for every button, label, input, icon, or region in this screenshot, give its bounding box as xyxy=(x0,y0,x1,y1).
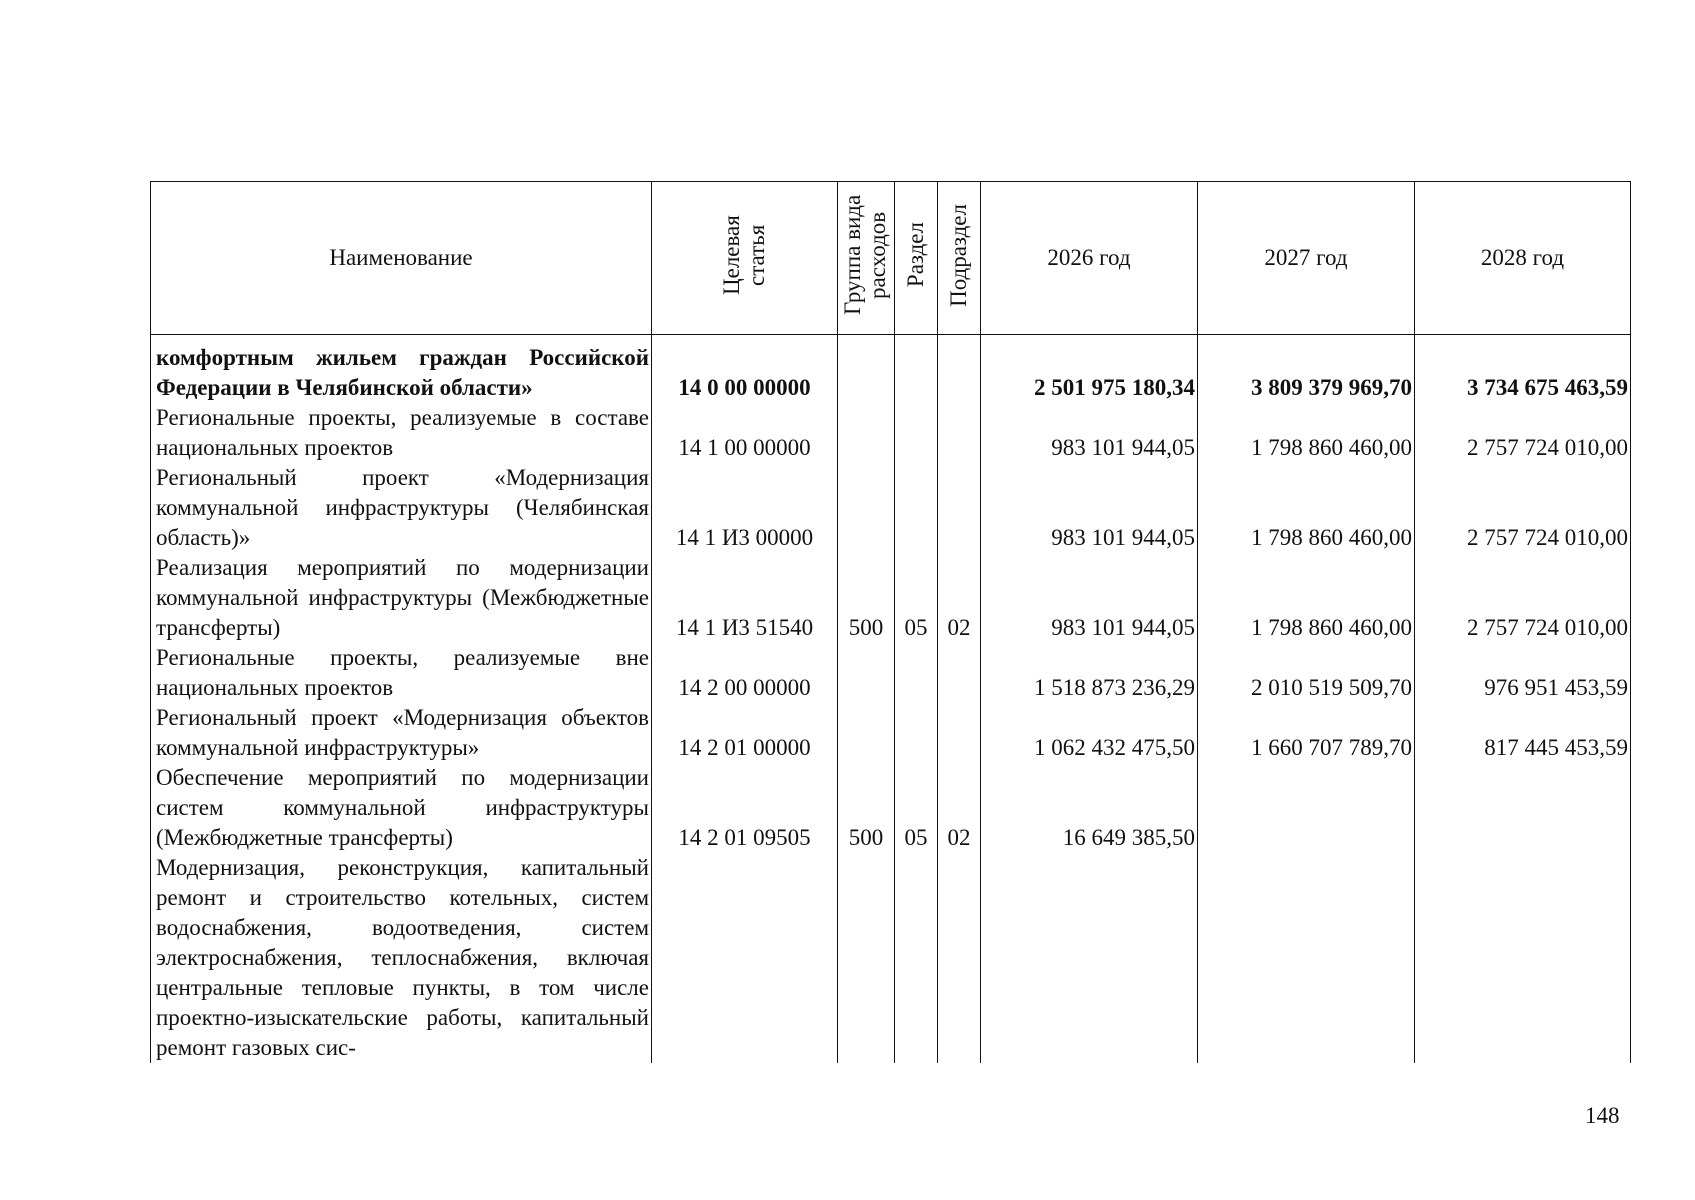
row-year-2027: 1 798 860 460,00 xyxy=(1198,553,1415,643)
row-name: Региональные проекты, реализуемые вне национальных проектов xyxy=(151,643,652,703)
table-body xyxy=(151,335,1631,1064)
row-year-2026: 1 062 432 475,50 xyxy=(981,703,1198,763)
table-row xyxy=(151,763,1631,853)
row-expense-group xyxy=(838,643,895,703)
row-subsection xyxy=(938,463,981,553)
header-year-2027: 2027 год xyxy=(1198,182,1415,335)
table-row xyxy=(151,343,1631,403)
row-expense-group xyxy=(838,343,895,403)
row-section xyxy=(895,643,938,703)
row-subsection xyxy=(938,403,981,463)
row-expense-group: 500 xyxy=(838,763,895,853)
table-row-spacer xyxy=(151,335,1631,344)
row-section: 05 xyxy=(895,553,938,643)
row-section xyxy=(895,343,938,403)
row-year-2028 xyxy=(1415,763,1631,853)
row-target-item: 14 1 00 00000 xyxy=(652,403,838,463)
row-section xyxy=(895,703,938,763)
row-target-item: 14 0 00 00000 xyxy=(652,343,838,403)
row-year-2028: 817 445 453,59 xyxy=(1415,703,1631,763)
header-name: Наименование xyxy=(151,182,652,335)
row-year-2027: 2 010 519 509,70 xyxy=(1198,643,1415,703)
row-name: Реализация мероприятий по модернизации коммунальной инфраструктуры (Межбюджетные трансферты) xyxy=(151,553,652,643)
row-name: Региональный проект «Модернизация объектов коммунальной инфраструктуры» xyxy=(151,703,652,763)
table-row xyxy=(151,553,1631,643)
row-year-2028: 976 951 453,59 xyxy=(1415,643,1631,703)
row-expense-group xyxy=(838,703,895,763)
row-year-2027: 1 798 860 460,00 xyxy=(1198,403,1415,463)
header-subsection: Подраздел xyxy=(938,182,981,335)
table-row xyxy=(151,463,1631,553)
row-name: Модернизация, реконструкция, капитальный ремонт и строительство котельных, систем водоснабжения, водоотведения, систем электроснабжения, теплоснабжения, включая центральные тепловые пункты, в том числе проектно-изыскательские работы, капитальный ремонт газовых сис- xyxy=(151,853,652,1063)
table-row xyxy=(151,403,1631,463)
row-year-2026: 983 101 944,05 xyxy=(981,403,1198,463)
row-year-2026: 16 649 385,50 xyxy=(981,763,1198,853)
row-year-2028 xyxy=(1415,853,1631,1063)
row-name: Региональный проект «Модернизация коммунальной инфраструктуры (Челябинская область)» xyxy=(151,463,652,553)
row-target-item xyxy=(652,853,838,1063)
row-name: комфортным жильем граждан Российской Федерации в Челябинской области» xyxy=(151,343,652,403)
row-year-2028: 3 734 675 463,59 xyxy=(1415,343,1631,403)
row-section xyxy=(895,403,938,463)
table-header xyxy=(151,182,1631,335)
budget-table xyxy=(150,181,1631,1063)
row-target-item: 14 2 01 00000 xyxy=(652,703,838,763)
table-row xyxy=(151,643,1631,703)
header-target-item: Целевая статья xyxy=(652,182,838,335)
row-year-2027: 3 809 379 969,70 xyxy=(1198,343,1415,403)
table-row xyxy=(151,853,1631,1063)
row-year-2027: 1 660 707 789,70 xyxy=(1198,703,1415,763)
row-section xyxy=(895,853,938,1063)
row-subsection: 02 xyxy=(938,553,981,643)
row-name: Региональные проекты, реализуемые в составе национальных проектов xyxy=(151,403,652,463)
row-target-item: 14 1 И3 51540 xyxy=(652,553,838,643)
row-section xyxy=(895,463,938,553)
row-year-2027 xyxy=(1198,853,1415,1063)
row-year-2026: 1 518 873 236,29 xyxy=(981,643,1198,703)
row-subsection xyxy=(938,853,981,1063)
header-year-2026: 2026 год xyxy=(981,182,1198,335)
row-year-2026 xyxy=(981,853,1198,1063)
row-year-2028: 2 757 724 010,00 xyxy=(1415,403,1631,463)
header-expense-group: Группа вида расходов xyxy=(838,182,895,335)
row-year-2026: 2 501 975 180,34 xyxy=(981,343,1198,403)
row-target-item: 14 2 00 00000 xyxy=(652,643,838,703)
row-expense-group: 500 xyxy=(838,553,895,643)
row-target-item: 14 2 01 09505 xyxy=(652,763,838,853)
row-section: 05 xyxy=(895,763,938,853)
header-year-2028: 2028 год xyxy=(1415,182,1631,335)
header-section: Раздел xyxy=(895,182,938,335)
page-number: 148 xyxy=(1585,1103,1620,1128)
row-year-2028: 2 757 724 010,00 xyxy=(1415,553,1631,643)
row-target-item: 14 1 И3 00000 xyxy=(652,463,838,553)
row-year-2026: 983 101 944,05 xyxy=(981,553,1198,643)
row-name: Обеспечение мероприятий по модернизации систем коммунальной инфраструктуры (Межбюджетные трансферты) xyxy=(151,763,652,853)
row-subsection xyxy=(938,703,981,763)
row-year-2027 xyxy=(1198,763,1415,853)
row-year-2026: 983 101 944,05 xyxy=(981,463,1198,553)
row-expense-group xyxy=(838,403,895,463)
row-year-2027: 1 798 860 460,00 xyxy=(1198,463,1415,553)
row-subsection xyxy=(938,643,981,703)
row-subsection: 02 xyxy=(938,763,981,853)
row-subsection xyxy=(938,343,981,403)
row-expense-group xyxy=(838,853,895,1063)
row-expense-group xyxy=(838,463,895,553)
table-row xyxy=(151,703,1631,763)
row-year-2028: 2 757 724 010,00 xyxy=(1415,463,1631,553)
